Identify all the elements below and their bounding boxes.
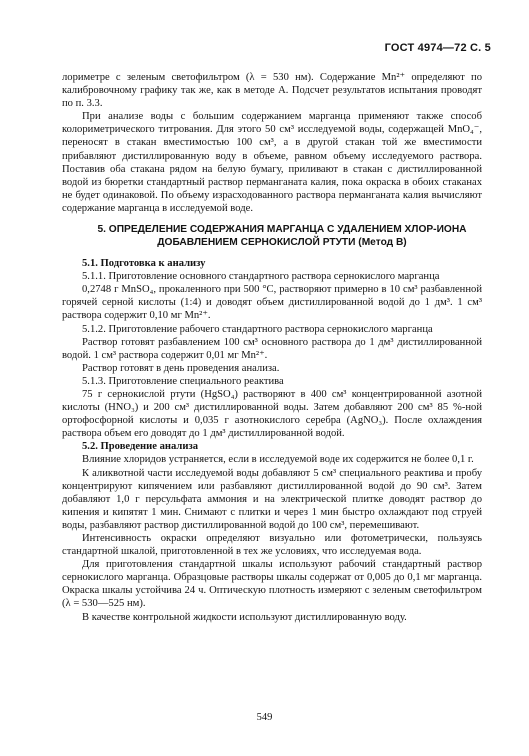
subsection-heading: 5.2. Проведение анализа <box>82 441 198 453</box>
paragraph: Раствор готовят в день проведения анализа. <box>82 362 280 374</box>
paragraph: Интенсивность окраски определяют визуально или фотометрически, пользуясь стандартной шкалой, приготовленной в тех же условиях, что исследуемая вода. <box>62 533 482 558</box>
subsection-heading: 5.1. Подготовка к анализу <box>82 258 206 270</box>
subsection-item: 5.1.3. Приготовление специального реактива <box>82 375 284 387</box>
page-number: 549 <box>256 712 273 723</box>
running-header: ГОСТ 4974—72 С. 5 <box>384 42 491 54</box>
paragraph: При анализе воды с большим содержанием марганца применяют также способ колориметрического титрования. Для этого 50 см³ исследуемой воды, содержащей MnO₄⁻, переносят в стакан вместимостью 100 см³, а в другой стакан той же вместимости прибавляют дистиллированную воду в объеме, равном объему исследуемого раствора. Поставив оба стакана рядом на белую бумагу, приливают в стакан с дистиллированной водой из бюретки стандартный раствор перманганата калия, пока окраска в обоих стаканах не будет одинаковой. По объему израсходованного раствора перманганата калия вычисляют содержание марганца в исследуемой воде. <box>62 111 482 214</box>
paragraph: Раствор готовят разбавлением 100 см³ основного раствора до 1 дм³ дистиллированной водой. 1 см³ раствора содержит 0,01 мг Mn²⁺. <box>62 336 482 361</box>
section-title: ДОБАВЛЕНИЕМ СЕРНОКИСЛОЙ РТУТИ (Метод В) <box>157 237 407 249</box>
paragraph: К аликвотной части исследуемой воды добавляют 5 см³ специального реактива и пробу концентрируют кипячением или разбавляют дистиллированной водой до 90 см³. Затем добавляют 1,0 г персульфата аммония и на электрической плитке доводят раствор до кипения и кипятят 1 мин. Снимают с плитки и через 1 мин быстро охлаждают под струей воды, разбавляют раствор дистиллированной водой до 100 см³, перемешивают. <box>62 467 482 531</box>
paragraph: В качестве контрольной жидкости используют дистиллированную воду. <box>82 611 407 623</box>
paragraph: 0,2748 г MnSO₄, прокаленного при 500 °С, растворяют примерно в 10 см³ разбавленной горячей серной кислоты (1:4) и доводят объем дистиллированной водой до 1 дм³. 1 см³ раствора содержит 0,10 мг Mn²⁺. <box>62 284 482 322</box>
paragraph: Для приготовления стандартной шкалы используют рабочий стандартный раствор сернокислого марганца. Образцовые растворы шкалы содержат от 0,005 до 0,1 мг марганца. Окраска шкалы устойчива 24 ч. Оптическую плотность измеряют с зеленым светофильтром (λ = 530—525 нм). <box>62 559 482 610</box>
paragraph: лориметре с зеленым светофильтром (λ = 530 нм). Содержание Mn²⁺ определяют по калибровочному графику так же, как в методе А. Подсчет результатов испытания проводят по п. 3.3. <box>62 72 482 110</box>
section-title: 5. ОПРЕДЕЛЕНИЕ СОДЕРЖАНИЯ МАРГАНЦА С УДАЛЕНИЕМ ХЛОР-ИОНА <box>97 224 467 236</box>
subsection-item: 5.1.2. Приготовление рабочего стандартного раствора сернокислого марганца <box>82 323 433 335</box>
paragraph: Влияние хлоридов устраняется, если в исследуемой воде их содержится не более 0,1 г. <box>82 454 474 466</box>
paragraph: 75 г сернокислой ртути (HgSO₄) растворяют в 400 см³ концентрированной азотной кислоты (HNO₃) и 200 см³ дистиллированной воды. Затем добавляют 200 см³ 85 %-ной ортофосфорной кислоты и 0,035 г азотнокислого серебра (AgNO₃). После охлаждения раствора объем его доводят до 1 дм³ дистиллированной водой. <box>62 388 482 440</box>
document-body <box>62 71 482 624</box>
subsection-item: 5.1.1. Приготовление основного стандартного раствора сернокислого марганца <box>82 271 440 283</box>
